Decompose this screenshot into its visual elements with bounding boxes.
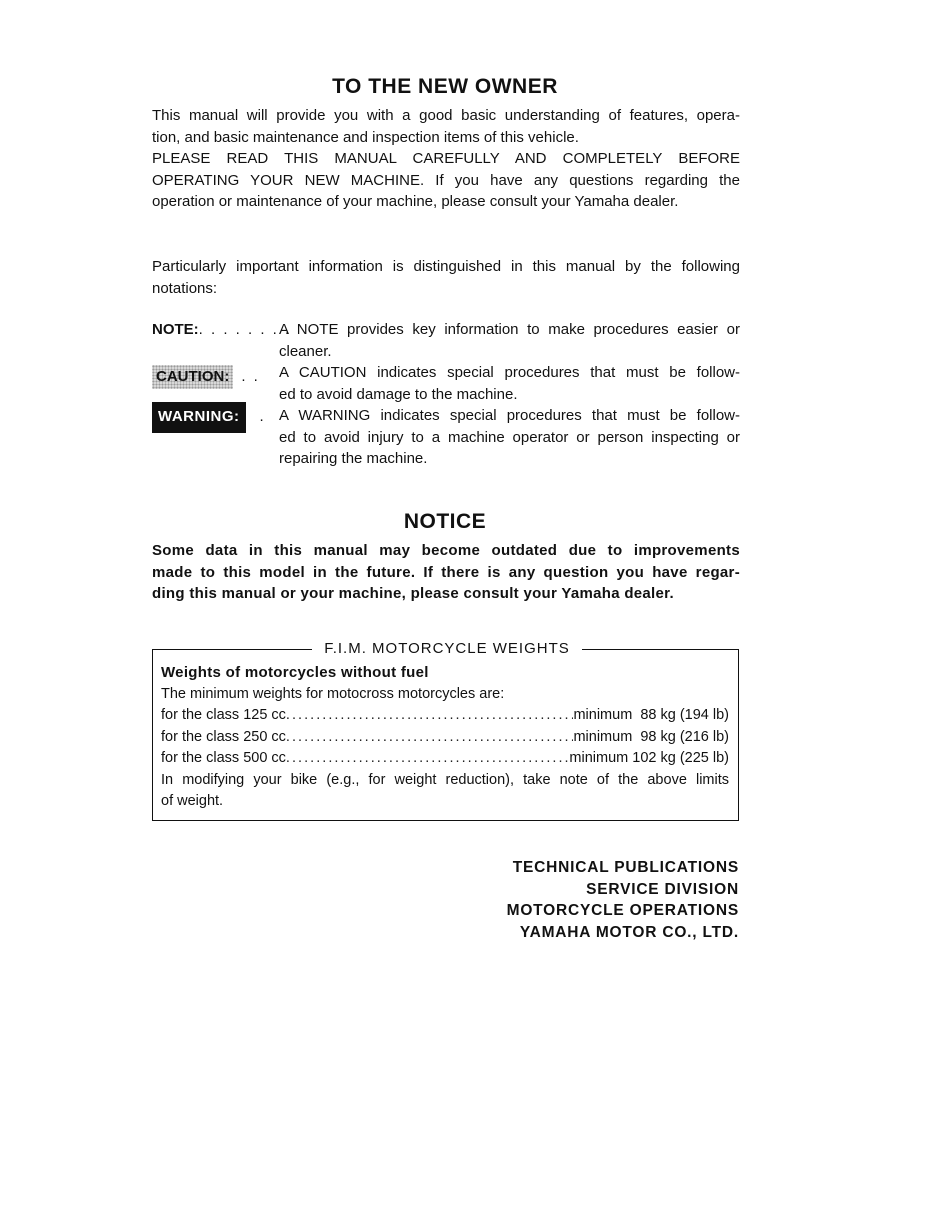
intro-line: tion, and basic maintenance and inspection items of this vehicle. [152, 128, 579, 146]
fim-heading: Weights of motorcycles without fuel [161, 664, 429, 681]
note-description [279, 319, 740, 362]
weight-row [161, 727, 729, 749]
notice-paragraph [152, 540, 740, 605]
fim-box-title: F.I.M. MOTORCYCLE WEIGHTS [324, 640, 570, 657]
fim-modify-note [161, 770, 729, 813]
weight-leader-dots [286, 727, 574, 749]
fim-intro: The minimum weights for motocross motorcycles are: [161, 685, 505, 702]
weight-row [161, 705, 729, 727]
notice-line: Some data in this manual may become outdated due to improvements [152, 542, 740, 559]
note-line: A NOTE provides key information to make procedures easier or [279, 321, 740, 338]
intro-line: PLEASE READ THIS MANUAL CAREFULLY AND COMPLETELY BEFORE [152, 150, 740, 167]
note-line: cleaner. [279, 342, 332, 360]
publisher-signature [507, 857, 739, 943]
warning-leader-dots: . [259, 408, 266, 425]
signature-line: YAMAHA MOTOR CO., LTD. [519, 923, 739, 941]
intro-paragraph [152, 105, 740, 213]
fim-modify-line: In modifying your bike (e.g., for weight reduction), take note of the above limits [161, 771, 729, 788]
notations-line: notations: [152, 279, 218, 297]
caution-leader-dots: . . [241, 368, 260, 385]
caution-line: ed to avoid damage to the machine. [279, 385, 518, 403]
intro-line: operation or maintenance of your machine, please consult your Yamaha dealer. [152, 193, 679, 210]
warning-description [279, 405, 740, 470]
fim-modify-line: of weight. [161, 793, 224, 809]
weight-value: minimum 98 kg (216 lb) [573, 728, 729, 745]
signature-line: SERVICE DIVISION [586, 880, 739, 898]
warning-lead [152, 402, 266, 433]
intro-line: OPERATING YOUR NEW MACHINE. If you have any questions regarding the [152, 171, 740, 189]
notice-line: ding this manual or your machine, please consult your Yamaha dealer. [152, 585, 674, 602]
notations-line: Particularly important information is distinguished in this manual by the following [152, 258, 740, 275]
warning-line: ed to avoid injury to a machine operator or person inspecting or [279, 428, 740, 446]
notice-title: NOTICE [403, 510, 487, 533]
weight-leader-dots [286, 705, 574, 727]
intro-line: This manual will provide you with a good basic understanding of features, opera- [152, 107, 740, 124]
weight-leader-dots [286, 748, 570, 770]
note-lead [152, 319, 291, 341]
weight-value: minimum 102 kg (225 lb) [569, 750, 729, 766]
weight-row [161, 748, 729, 770]
note-leader-dots: . . . . . . . . [198, 321, 292, 338]
warning-line: repairing the machine. [279, 450, 428, 467]
weight-class: for the class 125 cc [161, 707, 286, 723]
caution-line: A CAUTION indicates special procedures that must be follow- [279, 364, 740, 381]
weight-value: minimum 88 kg (194 lb) [573, 707, 729, 723]
caution-badge: CAUTION: [152, 365, 233, 389]
signature-line: TECHNICAL PUBLICATIONS [512, 859, 739, 876]
owner-title: TO THE NEW OWNER [332, 75, 558, 98]
signature-line: MOTORCYCLE OPERATIONS [506, 902, 739, 919]
warning-line: A WARNING indicates special procedures that must be follow- [279, 407, 740, 424]
notice-line: made to this model in the future. If there is any question you have regar- [152, 563, 740, 581]
warning-badge: WARNING: [152, 402, 246, 433]
fim-weights-content [161, 662, 729, 813]
caution-lead [152, 365, 260, 389]
notations-paragraph [152, 256, 740, 299]
note-label: NOTE: [152, 321, 199, 338]
caution-description [279, 362, 740, 405]
weight-class: for the class 500 cc [161, 750, 286, 766]
weight-class: for the class 250 cc [161, 728, 286, 745]
